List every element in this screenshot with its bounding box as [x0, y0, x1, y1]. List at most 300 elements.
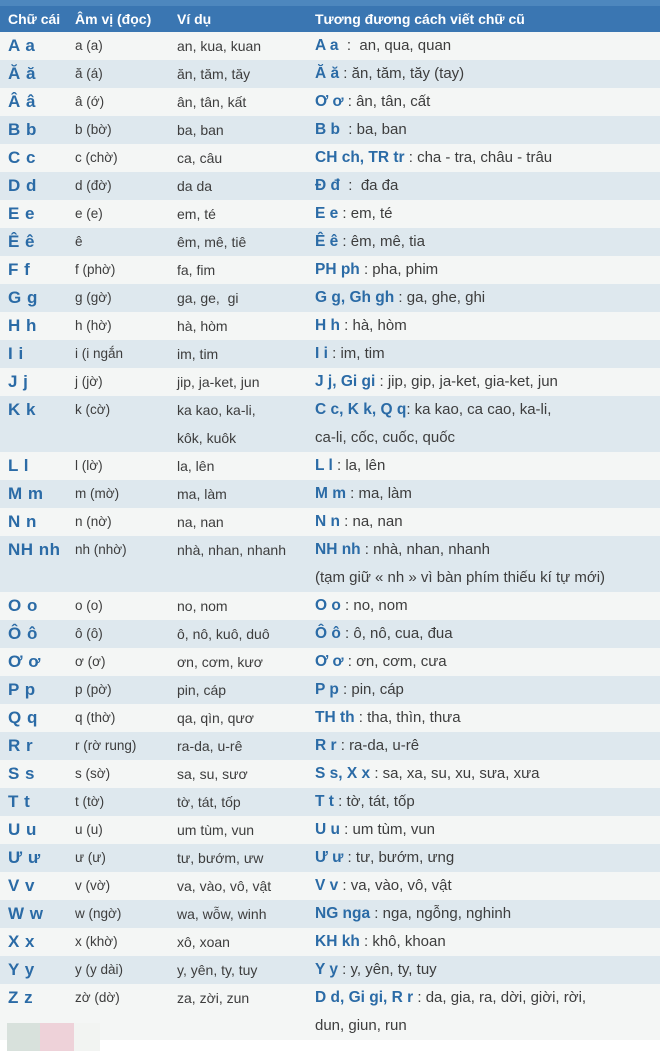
colon-separator: :	[339, 177, 361, 194]
old-equivalent-line	[315, 676, 660, 704]
cell-phoneme	[75, 340, 177, 368]
example-line: êm, mê, tiê	[177, 234, 247, 250]
phoneme-text: â (ớ)	[75, 94, 105, 109]
cell-letter	[0, 900, 75, 928]
cell-letter	[0, 116, 75, 144]
cell-phoneme	[75, 60, 177, 88]
letter-text: X x	[8, 932, 36, 951]
old-equivalent-line	[315, 88, 660, 116]
example-line: ăn, tăm, tăy	[177, 66, 251, 82]
table-row	[0, 200, 660, 228]
table-row	[0, 536, 660, 592]
old-letters-text: M m	[315, 485, 346, 502]
table-row	[0, 956, 660, 984]
cell-old-equivalent	[315, 760, 660, 788]
cell-example	[177, 732, 315, 760]
cell-letter	[0, 172, 75, 200]
letter-text: E e	[8, 204, 36, 223]
colon-separator: :	[404, 149, 418, 166]
cell-letter	[0, 704, 75, 732]
example-line: y, yên, ty, tuy	[177, 962, 258, 978]
example-line: ca, câu	[177, 150, 223, 166]
phoneme-text: d (đờ)	[75, 178, 112, 193]
cell-old-equivalent	[315, 256, 660, 284]
old-equivalent-line	[315, 760, 660, 788]
table-row	[0, 760, 660, 788]
table-row	[0, 648, 660, 676]
cell-old-equivalent	[315, 508, 660, 536]
cell-phoneme	[75, 396, 177, 452]
cell-letter	[0, 312, 75, 340]
cell-letter	[0, 368, 75, 396]
cell-letter	[0, 256, 75, 284]
cell-example	[177, 676, 315, 704]
old-letters-text: Ơ ơ	[315, 93, 344, 110]
colon-separator: :	[336, 737, 350, 754]
colon-separator: :	[359, 261, 373, 278]
cell-phoneme	[75, 368, 177, 396]
old-equivalent-line	[315, 312, 660, 340]
old-letters-text: N n	[315, 513, 340, 530]
colon-separator: :	[339, 65, 352, 82]
example-line: tư, bướm, ưw	[177, 850, 264, 866]
old-examples-text: sa, xa, su, xu, sưa, xưa	[382, 765, 540, 782]
footer-swatches	[7, 1023, 100, 1051]
example-line: jip, ja-ket, jun	[177, 374, 260, 390]
colon-separator: :	[339, 513, 353, 530]
table-row	[0, 228, 660, 256]
cell-example	[177, 256, 315, 284]
phoneme-text: r (rờ rung)	[75, 738, 137, 753]
example-line: ba, ban	[177, 122, 224, 138]
example-line: la, lên	[177, 458, 215, 474]
old-equivalent-line	[315, 116, 660, 144]
example-line: ân, tân, kất	[177, 94, 247, 110]
old-letters-text: V v	[315, 877, 339, 894]
cell-letter	[0, 340, 75, 368]
cell-phoneme	[75, 732, 177, 760]
letter-text: A a	[8, 36, 36, 55]
old-letters-text: Y y	[315, 961, 338, 978]
cell-example	[177, 508, 315, 536]
letter-text: Ô ô	[8, 624, 38, 643]
colon-separator: :	[339, 121, 357, 138]
cell-old-equivalent	[315, 648, 660, 676]
cell-old-equivalent	[315, 900, 660, 928]
colon-separator: :	[343, 93, 357, 110]
example-line: nhà, nhan, nhanh	[177, 542, 286, 558]
old-equivalent-line	[315, 508, 660, 536]
old-letters-text: L l	[315, 457, 333, 474]
old-equivalent-line	[315, 228, 660, 256]
cell-old-equivalent	[315, 844, 660, 872]
cell-letter	[0, 816, 75, 844]
phoneme-text: p (pờ)	[75, 682, 112, 697]
phoneme-text: v (vờ)	[75, 878, 111, 893]
letter-text: O o	[8, 596, 38, 615]
old-letters-text: Đ đ	[315, 177, 340, 194]
table-row	[0, 144, 660, 172]
old-equivalent-line	[315, 340, 660, 368]
example-line: pin, cáp	[177, 682, 227, 698]
letter-text: Ơ ơ	[8, 652, 41, 671]
old-examples-text: khô, khoan	[372, 933, 446, 950]
cell-phoneme	[75, 228, 177, 256]
phoneme-text: o (o)	[75, 598, 103, 613]
table-row	[0, 676, 660, 704]
example-line: xô, xoan	[177, 934, 230, 950]
colon-separator: :	[394, 289, 407, 306]
old-letters-text: CH ch, TR tr	[315, 149, 405, 166]
old-letters-text: D d, Gi gi, R r	[315, 989, 414, 1006]
cell-old-equivalent	[315, 116, 660, 144]
cell-example	[177, 88, 315, 116]
cell-example	[177, 536, 315, 592]
old-letters-text: PH ph	[315, 261, 360, 278]
table-row	[0, 32, 660, 60]
cell-old-equivalent	[315, 144, 660, 172]
colon-separator: :	[370, 905, 383, 922]
phoneme-text: zờ (dờ)	[75, 990, 120, 1005]
cell-letter	[0, 88, 75, 116]
old-equivalent-line	[315, 788, 660, 816]
colon-separator: :	[354, 709, 368, 726]
old-examples-text: no, nom	[353, 597, 408, 614]
old-examples-text: tờ, tát, tốp	[346, 793, 415, 810]
phoneme-text: ơ (ơ)	[75, 654, 106, 669]
colon-separator: :	[332, 457, 346, 474]
cell-phoneme	[75, 620, 177, 648]
cell-letter	[0, 956, 75, 984]
table-row	[0, 872, 660, 900]
old-examples-text: la, lên	[345, 457, 386, 474]
colon-separator: :	[338, 37, 360, 54]
table-row	[0, 88, 660, 116]
colon-separator: :	[338, 205, 351, 222]
cell-phoneme	[75, 956, 177, 984]
phoneme-text: q (thờ)	[75, 710, 116, 725]
cell-letter	[0, 676, 75, 704]
old-examples-text: ăn, tăm, tăy (tay)	[351, 65, 465, 82]
letter-text: Y y	[8, 960, 35, 979]
old-equivalent-line	[315, 816, 660, 844]
colon-separator: :	[340, 597, 354, 614]
cell-phoneme	[75, 872, 177, 900]
cell-phoneme	[75, 592, 177, 620]
old-equivalent-line	[315, 32, 660, 60]
old-equivalent-line	[315, 704, 660, 732]
phoneme-text: c (chờ)	[75, 150, 118, 165]
cell-phoneme	[75, 480, 177, 508]
cell-letter	[0, 228, 75, 256]
cell-phoneme	[75, 928, 177, 956]
old-letters-text: C c, K k, Q q	[315, 401, 407, 418]
letter-text: Ư ư	[8, 848, 41, 867]
phoneme-text: j (jờ)	[75, 374, 103, 389]
letter-text: F f	[8, 260, 31, 279]
example-line: wa, wỗw, winh	[177, 906, 267, 922]
cell-example	[177, 956, 315, 984]
cell-phoneme	[75, 900, 177, 928]
table-row	[0, 620, 660, 648]
phoneme-text: f (phờ)	[75, 262, 116, 277]
column-header-example: Ví dụ	[177, 11, 212, 27]
cell-example	[177, 844, 315, 872]
old-examples-text: ân, tân, cất	[356, 93, 431, 110]
old-examples-text: nhà, nhan, nhanh	[373, 541, 490, 558]
colon-separator: :	[339, 821, 353, 838]
cell-phoneme	[75, 676, 177, 704]
old-letters-text: Ă ă	[315, 65, 340, 82]
phoneme-text: u (u)	[75, 822, 103, 837]
table-row	[0, 452, 660, 480]
table-row	[0, 928, 660, 956]
cell-example	[177, 900, 315, 928]
table-row	[0, 704, 660, 732]
cell-old-equivalent	[315, 368, 660, 396]
example-line: da da	[177, 178, 213, 194]
cell-example	[177, 480, 315, 508]
cell-example	[177, 872, 315, 900]
old-examples-text: va, vào, vô, vật	[350, 877, 452, 894]
old-equivalent-line	[315, 284, 660, 312]
table-row	[0, 900, 660, 928]
cell-letter	[0, 144, 75, 172]
phoneme-text: y (y dài)	[75, 962, 124, 977]
letter-text: P p	[8, 680, 36, 699]
cell-letter	[0, 760, 75, 788]
old-equivalent-line	[315, 452, 660, 480]
cell-phoneme	[75, 256, 177, 284]
table-row	[0, 172, 660, 200]
old-examples-text: hà, hòm	[352, 317, 407, 334]
old-equivalent-line	[315, 200, 660, 228]
colon-separator: :	[406, 401, 415, 418]
letter-text: Q q	[8, 708, 38, 727]
old-examples-text: pin, cáp	[351, 681, 404, 698]
cell-old-equivalent	[315, 88, 660, 116]
phoneme-text: i (i ngắn	[75, 346, 124, 361]
cell-old-equivalent	[315, 172, 660, 200]
cell-example	[177, 816, 315, 844]
table-row	[0, 312, 660, 340]
colon-separator: :	[360, 541, 374, 558]
phoneme-text: n (nờ)	[75, 514, 112, 529]
cell-letter	[0, 872, 75, 900]
old-examples-text: ka kao, ca cao, ka-li,	[414, 401, 552, 418]
cell-example	[177, 368, 315, 396]
old-letters-text: P p	[315, 681, 339, 698]
letter-text: H h	[8, 316, 37, 335]
cell-phoneme	[75, 284, 177, 312]
table-header-row	[0, 0, 660, 32]
colon-separator: :	[375, 373, 388, 390]
letter-text: U u	[8, 820, 37, 839]
letter-text: Â â	[8, 92, 36, 111]
cell-letter	[0, 844, 75, 872]
cell-phoneme	[75, 32, 177, 60]
letter-text: I i	[8, 344, 24, 363]
old-examples-text: em, té	[350, 205, 393, 222]
cell-example	[177, 592, 315, 620]
cell-example	[177, 312, 315, 340]
old-equivalent-line	[315, 844, 660, 872]
old-equivalent-line	[315, 928, 660, 956]
letter-text: V v	[8, 876, 36, 895]
letter-text: T t	[8, 792, 31, 811]
cell-old-equivalent	[315, 984, 660, 1040]
old-equivalent-line	[315, 984, 660, 1012]
cell-phoneme	[75, 788, 177, 816]
cell-letter	[0, 592, 75, 620]
letter-text: L l	[8, 456, 30, 475]
old-letters-text: E e	[315, 205, 339, 222]
old-equivalent-line	[315, 648, 660, 676]
table-row	[0, 340, 660, 368]
old-letters-text: H h	[315, 317, 340, 334]
old-equivalent-line	[315, 956, 660, 984]
colon-separator: :	[346, 485, 359, 502]
cell-old-equivalent	[315, 620, 660, 648]
colon-separator: :	[333, 793, 347, 810]
phoneme-text: a (a)	[75, 38, 103, 53]
old-examples-text: đa đa	[360, 177, 399, 194]
cell-example	[177, 172, 315, 200]
old-examples-text: y, yên, ty, tuy	[350, 961, 437, 978]
phoneme-text: t (tờ)	[75, 794, 105, 809]
old-equivalent-line	[315, 732, 660, 760]
example-line: em, té	[177, 206, 216, 222]
colon-separator: :	[338, 877, 351, 894]
example-line: hà, hòm	[177, 318, 228, 334]
cell-example	[177, 704, 315, 732]
letter-text: M m	[8, 484, 44, 503]
table-row	[0, 732, 660, 760]
column-header-phoneme: Âm vị (đọc)	[75, 11, 152, 27]
cell-phoneme	[75, 116, 177, 144]
cell-phoneme	[75, 844, 177, 872]
example-line: fa, fim	[177, 262, 216, 278]
cell-example	[177, 60, 315, 88]
old-examples-text: na, nan	[352, 513, 403, 530]
phoneme-text: m (mờ)	[75, 486, 120, 501]
cell-old-equivalent	[315, 872, 660, 900]
old-letters-text: G g, Gh gh	[315, 289, 395, 306]
example-line: sa, su, sươ	[177, 766, 248, 782]
cell-phoneme	[75, 312, 177, 340]
old-examples-text: ô, nô, cua, đua	[353, 625, 453, 642]
letter-text: C c	[8, 148, 36, 167]
letter-text: Ă ă	[8, 64, 36, 83]
letter-text: S s	[8, 764, 36, 783]
table-row	[0, 508, 660, 536]
cell-example	[177, 788, 315, 816]
cell-letter	[0, 396, 75, 452]
cell-example	[177, 620, 315, 648]
letter-text: NH nh	[8, 540, 61, 559]
old-examples-text: um tùm, vun	[352, 821, 436, 838]
table-row	[0, 116, 660, 144]
old-equivalent-line-2: (tạm giữ « nh » vì bàn phím thiếu kí tự mới)	[315, 569, 606, 586]
phoneme-text: nh (nhờ)	[75, 542, 127, 557]
cell-old-equivalent	[315, 200, 660, 228]
cell-phoneme	[75, 704, 177, 732]
table-row	[0, 284, 660, 312]
cell-phoneme	[75, 452, 177, 480]
cell-old-equivalent	[315, 816, 660, 844]
gray-swatch	[74, 1023, 100, 1051]
letter-text: B b	[8, 120, 37, 139]
old-equivalent-line	[315, 592, 660, 620]
colon-separator: :	[413, 989, 426, 1006]
old-letters-text: Ư ư	[315, 849, 344, 866]
colon-separator: :	[339, 317, 353, 334]
old-letters-text: J j, Gi gi	[315, 373, 376, 390]
old-equivalent-line	[315, 620, 660, 648]
cell-example	[177, 228, 315, 256]
phoneme-text: k (cờ)	[75, 402, 111, 417]
old-examples-text: tư, bướm, ưng	[355, 849, 455, 866]
old-examples-text: ba, ban	[356, 121, 407, 138]
old-equivalent-line	[315, 536, 660, 564]
old-letters-text: Ê ê	[315, 233, 339, 250]
cell-letter	[0, 480, 75, 508]
table-row	[0, 592, 660, 620]
cell-phoneme	[75, 536, 177, 592]
example-line: ơn, cơm, kươ	[177, 654, 263, 670]
letter-text: W w	[8, 904, 44, 923]
cell-example	[177, 340, 315, 368]
cell-example	[177, 144, 315, 172]
cell-old-equivalent	[315, 312, 660, 340]
old-letters-text: S s, X x	[315, 765, 371, 782]
phoneme-text: b (bờ)	[75, 122, 112, 137]
cell-example	[177, 648, 315, 676]
colon-separator: :	[359, 933, 373, 950]
old-examples-text: cha - tra, châu - trâu	[417, 149, 553, 166]
old-letters-text: A a	[315, 37, 339, 54]
old-examples-text: ơn, cơm, cưa	[356, 653, 447, 670]
old-letters-text: KH kh	[315, 933, 360, 950]
old-examples-text: da, gia, ra, dời, giời, rời,	[425, 989, 587, 1006]
cell-letter	[0, 536, 75, 592]
old-examples-text: tha, thìn, thưa	[367, 709, 461, 726]
cell-old-equivalent	[315, 536, 660, 592]
example-line: ka kao, ka-li,	[177, 402, 256, 418]
cell-example	[177, 284, 315, 312]
cell-old-equivalent	[315, 480, 660, 508]
letter-text: Z z	[8, 988, 34, 1007]
cell-old-equivalent	[315, 340, 660, 368]
table-row	[0, 816, 660, 844]
phoneme-text: s (sờ)	[75, 766, 111, 781]
table-row	[0, 256, 660, 284]
cell-example	[177, 396, 315, 452]
old-letters-text: T t	[315, 793, 334, 810]
phoneme-text: x (khờ)	[75, 934, 118, 949]
cell-letter	[0, 928, 75, 956]
phoneme-text: ê	[75, 234, 83, 249]
cell-letter	[0, 452, 75, 480]
colon-separator: :	[340, 625, 354, 642]
cell-old-equivalent	[315, 452, 660, 480]
example-line: no, nom	[177, 598, 228, 614]
letter-text: D d	[8, 176, 37, 195]
table-row	[0, 60, 660, 88]
cell-old-equivalent	[315, 732, 660, 760]
cell-letter	[0, 32, 75, 60]
colon-separator: :	[343, 849, 356, 866]
